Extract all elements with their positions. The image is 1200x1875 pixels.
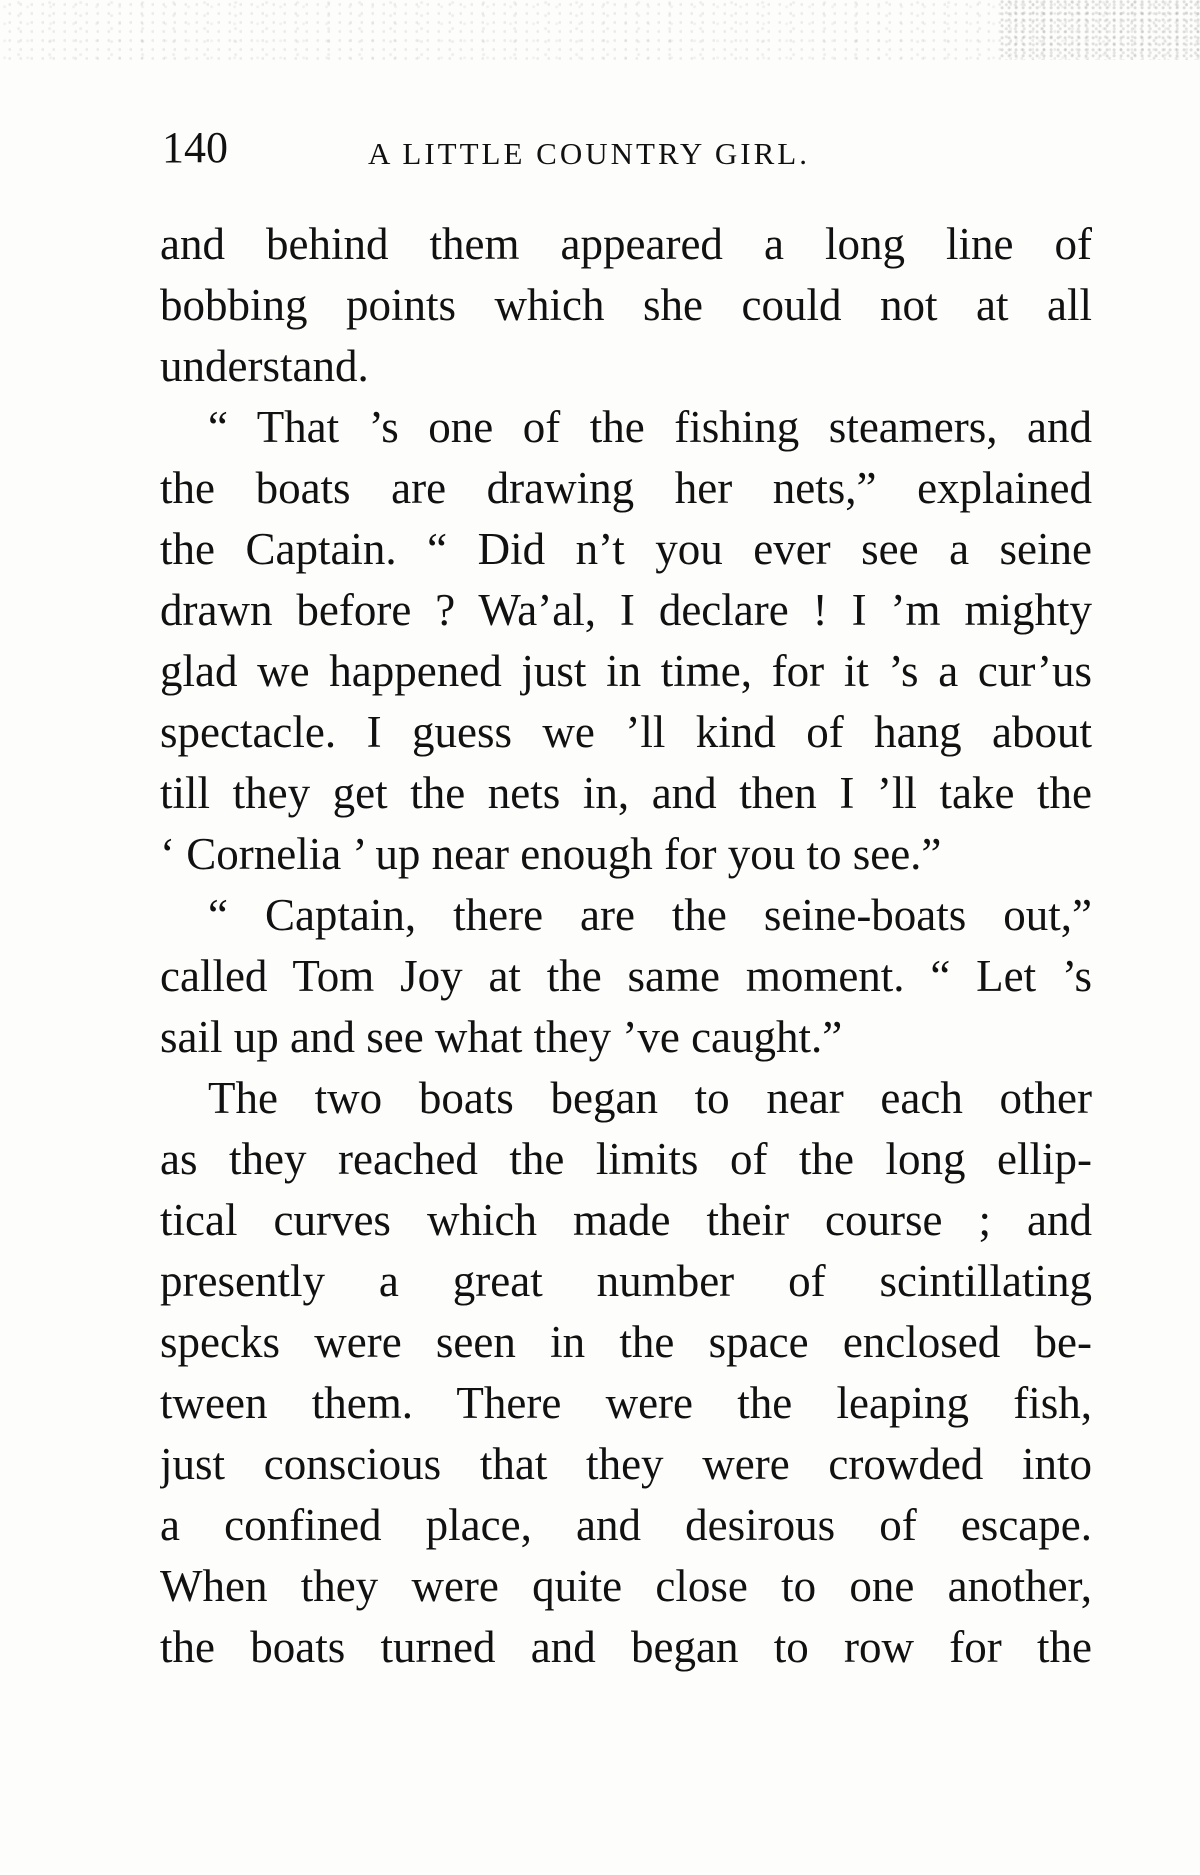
text-line: and behind them appeared a long line of — [160, 219, 1092, 269]
text-line: a confined place, and desirous of escape. — [160, 1500, 1092, 1550]
text-line: understand. — [160, 341, 369, 391]
text-line: spectacle. I guess we ’ll kind of hang about — [160, 707, 1092, 757]
text-line: glad we happened just in time, for it ’s a cur’us — [160, 646, 1092, 696]
text-line: drawn before ? Wa’al, I declare ! I ’m mighty — [160, 585, 1092, 635]
page-header — [162, 118, 1092, 178]
text-line: called Tom Joy at the same moment. “ Let ’s — [160, 951, 1092, 1001]
text-line: the boats turned and began to row for the — [160, 1622, 1092, 1672]
text-line: The two boats began to near each other — [208, 1073, 1092, 1123]
text-line: the boats are drawing her nets,” explained — [160, 463, 1092, 513]
page-number: 140 — [162, 123, 228, 172]
text-line: the Captain. “ Did n’t you ever see a seine — [160, 524, 1092, 574]
body-text — [160, 214, 1092, 1678]
text-line: tween them. There were the leaping fish, — [160, 1378, 1092, 1428]
text-line: as they reached the limits of the long ellip- — [160, 1134, 1092, 1184]
text-line: tical curves which made their course ; and — [160, 1195, 1092, 1245]
running-title: A LITTLE COUNTRY GIRL. — [368, 136, 810, 171]
text-line: bobbing points which she could not at all — [160, 280, 1092, 330]
text-line: “ Captain, there are the seine-boats out,” — [208, 890, 1092, 940]
paper-speckle-corner — [1000, 0, 1200, 60]
text-line: specks were seen in the space enclosed be- — [160, 1317, 1092, 1367]
text-line: just conscious that they were crowded into — [160, 1439, 1092, 1489]
text-line: presently a great number of scintillating — [160, 1256, 1092, 1306]
text-line: till they get the nets in, and then I ’ll take the — [160, 768, 1092, 818]
text-line: sail up and see what they ’ve caught.” — [160, 1012, 843, 1062]
text-line: ‘ Cornelia ’ up near enough for you to see.” — [160, 829, 942, 879]
text-line: “ That ’s one of the fishing steamers, and — [208, 402, 1092, 452]
text-line: When they were quite close to one another, — [160, 1561, 1092, 1611]
